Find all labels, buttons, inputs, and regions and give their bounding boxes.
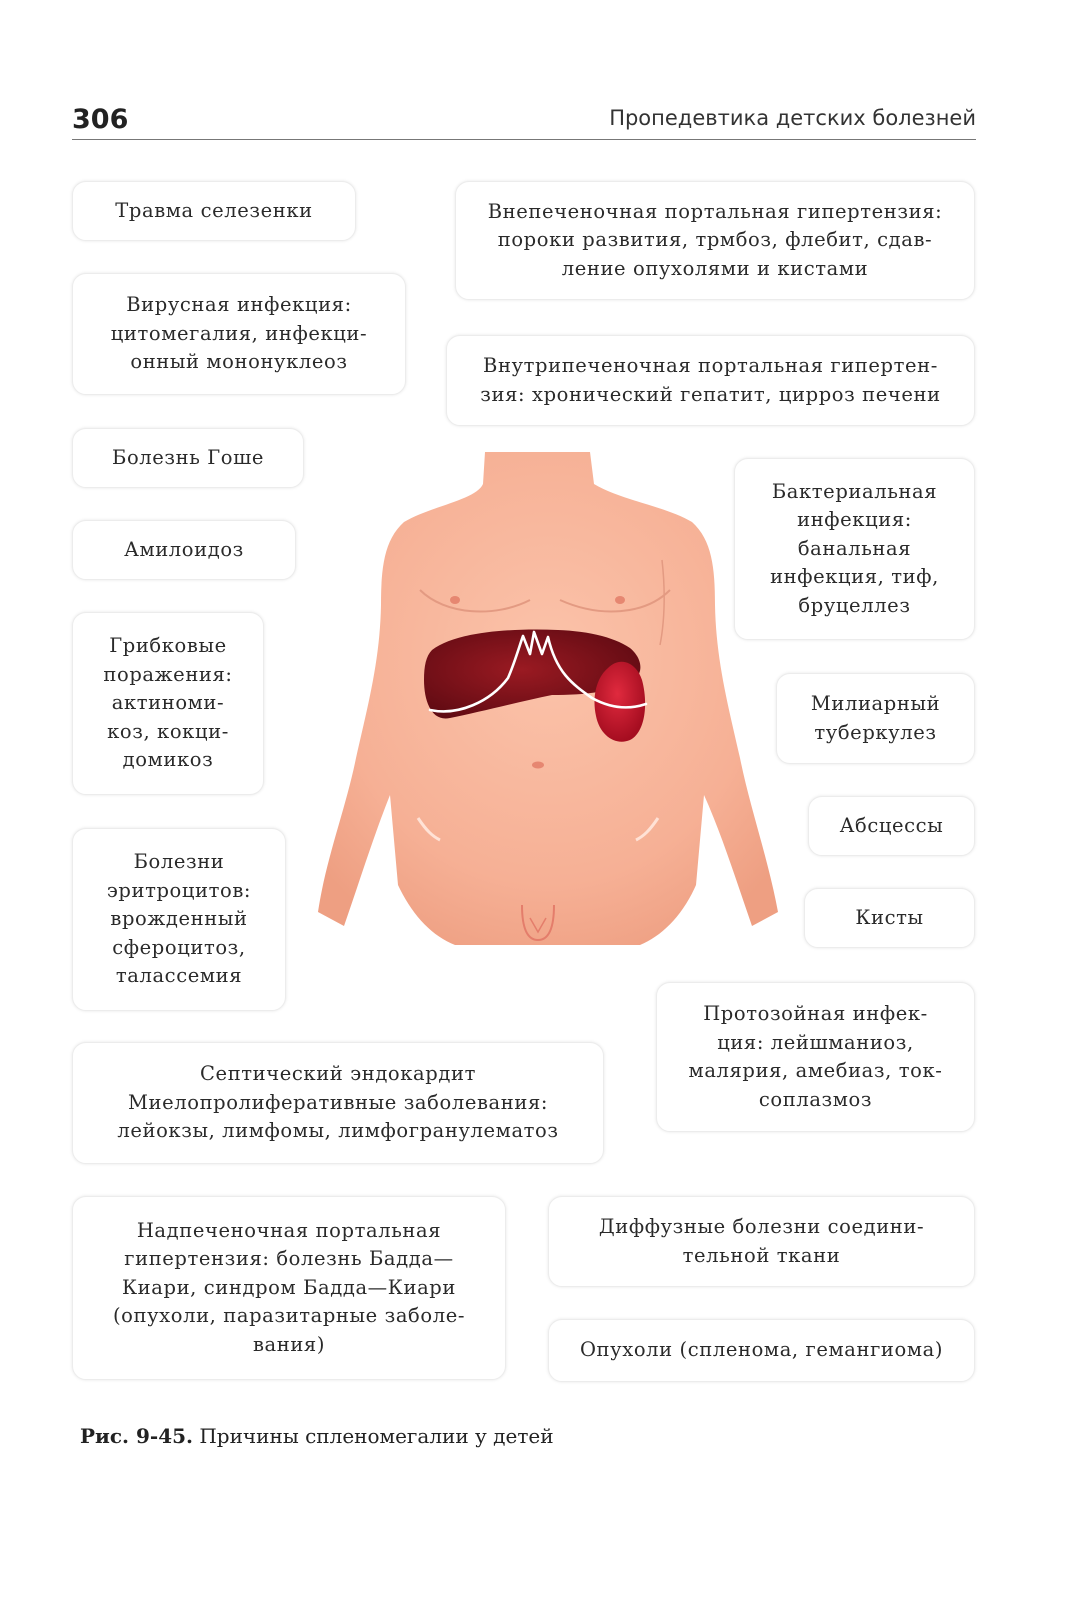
box-erythrocyte-diseases-text: Болезни эритроцитов: врожденный сфероцитоз, талассемия — [106, 850, 252, 988]
caption-text: Причины спленомегалии у детей — [199, 1424, 554, 1448]
box-tumors — [548, 1319, 975, 1382]
torso-silhouette — [318, 452, 778, 945]
running-title: Пропедевтика детских болезней — [609, 106, 976, 130]
box-bacterial-infection-text: Бактериальная инфекция: банальная инфекция, тиф, бруцеллез — [770, 479, 939, 617]
box-viral-infection-text: Вирусная инфекция: цитомегалия, инфекци- онный мононуклеоз — [110, 293, 368, 374]
box-fungal-infection-text: Грибковые поражения: актиноми- коз, кокци- домикоз — [103, 634, 233, 772]
box-intrahepatic-portal-hypertension-text: Внутрипеченочная портальная гипертен- зия: хронический гепатит, цирроз печени — [480, 354, 941, 406]
box-miliary-tuberculosis — [776, 673, 975, 764]
box-diffuse-connective-tissue-text: Диффузные болезни соедини- тельной ткани — [598, 1215, 925, 1267]
page-number: 306 — [72, 104, 129, 135]
box-spleen-trauma — [72, 181, 356, 241]
header-rule — [72, 139, 976, 140]
box-extrahepatic-portal-hypertension-text: Внепеченочная портальная гипертензия: пороки развития, трмбоз, флебит, сдав- ление опухолями и кистами — [487, 199, 943, 280]
box-suprahepatic-portal-hypertension-text: Надпеченочная портальная гипертензия: болезнь Бадда— Киари, синдром Бадда—Киари (опухоли, паразитарные заболе- вания) — [112, 1218, 466, 1356]
box-extrahepatic-portal-hypertension — [455, 181, 975, 300]
box-amyloidosis — [72, 520, 296, 580]
box-gaucher-disease-text: Болезнь Гоше — [112, 445, 264, 469]
box-bacterial-infection — [734, 458, 975, 640]
box-erythrocyte-diseases — [72, 828, 286, 1011]
box-abscesses-text: Абсцессы — [839, 813, 944, 837]
right-nipple — [615, 596, 625, 604]
box-protozoal-infection-text: Протозойная инфек- ция: лейшманиоз, малярия, амебиаз, ток- соплазмоз — [688, 1002, 943, 1111]
box-septic-endocarditis — [72, 1042, 604, 1164]
box-amyloidosis-text: Амилоидоз — [124, 537, 244, 561]
torso-illustration — [290, 440, 790, 960]
box-diffuse-connective-tissue — [548, 1196, 975, 1287]
box-miliary-tuberculosis-text: Милиарный туберкулез — [810, 692, 941, 744]
box-spleen-trauma-text: Травма селезенки — [115, 198, 313, 222]
left-nipple — [450, 596, 460, 604]
box-septic-endocarditis-text: Септический эндокардит Миелопролиферативные заболевания: лейокзы, лимфомы, лимфогранулематоз — [117, 1062, 559, 1143]
box-intrahepatic-portal-hypertension — [446, 335, 975, 426]
box-gaucher-disease — [72, 428, 304, 488]
box-viral-infection — [72, 273, 406, 395]
box-suprahepatic-portal-hypertension — [72, 1196, 506, 1380]
box-abscesses — [808, 796, 975, 856]
caption-label: Рис. 9-45. — [80, 1424, 193, 1448]
box-cysts-text: Кисты — [855, 905, 924, 929]
box-cysts — [804, 888, 975, 948]
box-fungal-infection — [72, 612, 264, 795]
figure-caption — [80, 1424, 554, 1448]
box-protozoal-infection — [656, 982, 975, 1132]
box-tumors-text: Опухоли (спленома, гемангиома) — [579, 1338, 944, 1362]
navel — [532, 762, 544, 769]
